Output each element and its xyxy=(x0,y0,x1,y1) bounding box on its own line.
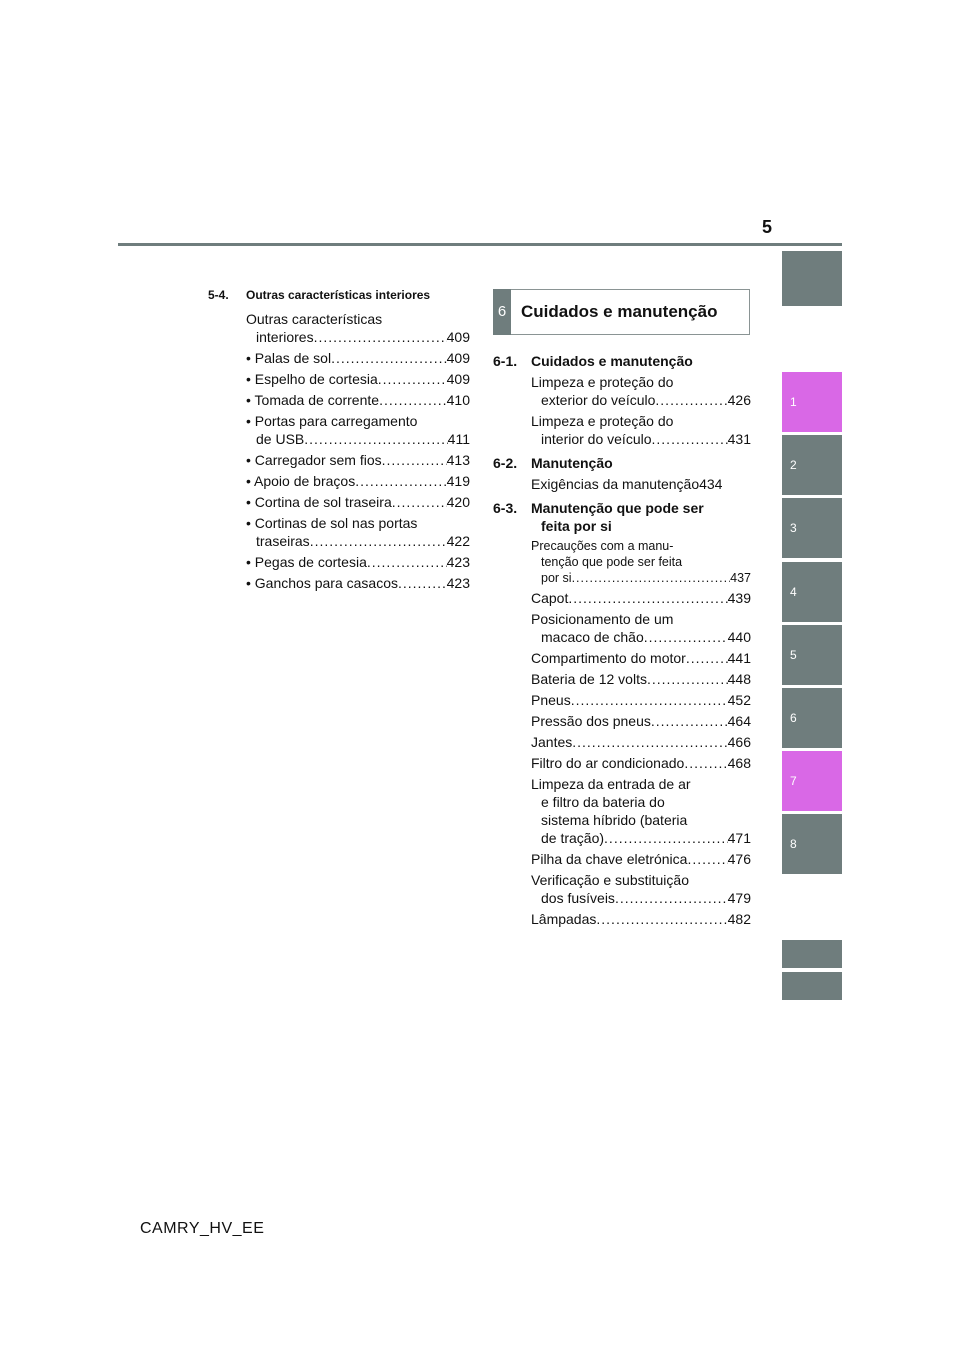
entry-text: tenção que pode ser feita xyxy=(541,555,683,569)
section-title-line: Manutenção que pode ser xyxy=(531,500,704,516)
section-number: 5-4. xyxy=(208,288,229,302)
entry-text: Capot xyxy=(531,590,569,606)
dot-leader xyxy=(392,493,447,511)
chapter-tab-label: 8 xyxy=(790,837,797,851)
dot-leader xyxy=(647,670,728,688)
footer-model-code: CAMRY_HV_EE xyxy=(140,1220,265,1237)
dot-leader xyxy=(314,328,447,346)
entry-text: • Espelho de cortesia xyxy=(246,371,378,387)
page-ref: 479 xyxy=(727,890,751,906)
dot-leader xyxy=(596,910,727,928)
chapter-tab-label: 3 xyxy=(790,521,797,535)
entry-text: Outras características xyxy=(246,311,383,327)
chapter-title: Cuidados e manutenção xyxy=(521,302,718,321)
page-ref: 471 xyxy=(727,830,751,846)
entry-text: interior do veículo xyxy=(541,431,652,447)
section-number: 6-1. xyxy=(493,353,518,369)
toc-entry[interactable] xyxy=(531,691,751,709)
entry-text: • Palas de sol xyxy=(246,350,332,366)
entry-text: Compartimento do motor xyxy=(531,650,686,666)
entry-text: Verificação e substituição xyxy=(531,872,689,888)
toc-entry[interactable] xyxy=(531,775,751,847)
entry-text: Jantes xyxy=(531,734,573,750)
toc-entry[interactable] xyxy=(531,412,751,448)
page-ref: 420 xyxy=(446,494,470,510)
entry-text: exterior do veículo xyxy=(541,392,656,408)
chapter-tab[interactable] xyxy=(782,251,842,306)
dot-leader xyxy=(382,451,447,469)
entry-text: Pressão dos pneus xyxy=(531,713,651,729)
entry-text: de tração) xyxy=(541,830,605,846)
page-ref: 423 xyxy=(446,554,470,570)
page-ref: 409 xyxy=(446,329,470,345)
section-title: Outras características interiores xyxy=(246,288,431,302)
toc-entry[interactable] xyxy=(246,349,470,367)
section-title xyxy=(531,352,693,370)
chapter-header xyxy=(493,289,750,335)
chapter-tab[interactable] xyxy=(782,435,842,495)
chapter-tab-label: 5 xyxy=(790,648,797,662)
page-ref: 409 xyxy=(446,350,470,366)
toc-entry[interactable] xyxy=(246,391,470,409)
dot-leader xyxy=(355,472,446,490)
chapter-tab[interactable] xyxy=(782,940,842,968)
entry-text: • Tomada de corrente xyxy=(246,392,380,408)
dot-leader xyxy=(571,691,728,709)
entry-text: • Apoio de braços xyxy=(246,473,356,489)
chapter-tab[interactable] xyxy=(782,814,842,874)
entry-text: por si xyxy=(541,571,572,585)
toc-entry[interactable] xyxy=(246,553,470,571)
section-title-line: Manutenção xyxy=(531,455,613,471)
chapter-tab-label: 4 xyxy=(790,585,797,599)
section-number: 6-3. xyxy=(493,500,518,516)
page-ref: 468 xyxy=(727,755,751,771)
page-ref: 439 xyxy=(727,590,751,606)
entry-text: Exigências da manutenção xyxy=(531,476,700,492)
toc-entry[interactable] xyxy=(246,412,470,448)
dot-leader xyxy=(644,628,728,646)
toc-entry[interactable] xyxy=(531,538,751,586)
section-title xyxy=(531,454,613,472)
dot-leader xyxy=(331,349,447,367)
chapter-tab[interactable] xyxy=(782,751,842,811)
page-ref: 422 xyxy=(446,533,470,549)
page-ref: 419 xyxy=(446,473,470,489)
entry-text: interiores xyxy=(256,329,314,345)
entry-text: e filtro da bateria do xyxy=(541,794,665,810)
chapter-tab[interactable] xyxy=(782,372,842,432)
page-ref: 437 xyxy=(730,571,751,585)
page-ref: 423 xyxy=(446,575,470,591)
page-ref: 409 xyxy=(446,371,470,387)
toc-entry[interactable] xyxy=(246,574,470,592)
toc-entry[interactable] xyxy=(531,850,751,868)
page-ref: 434 xyxy=(699,476,723,492)
toc-entry[interactable] xyxy=(246,370,470,388)
chapter-number: 6 xyxy=(493,289,511,335)
page-ref: 452 xyxy=(727,692,751,708)
dot-leader xyxy=(652,430,728,448)
entry-text: • Pegas de cortesia xyxy=(246,554,367,570)
page-ref: 411 xyxy=(447,431,470,447)
page-ref: 410 xyxy=(446,392,470,408)
toc-entry[interactable] xyxy=(531,475,751,493)
entry-text: • Cortinas de sol nas portas xyxy=(246,515,418,531)
dot-leader xyxy=(378,370,447,388)
toc-entry[interactable] xyxy=(246,310,470,346)
chapter-tab[interactable] xyxy=(782,562,842,622)
dot-leader xyxy=(379,391,447,409)
entry-text: traseiras xyxy=(256,533,310,549)
section-heading xyxy=(493,499,751,535)
toc-entry[interactable] xyxy=(246,514,470,550)
entry-text: Pneus xyxy=(531,692,571,708)
page-number: 5 xyxy=(761,217,772,237)
dot-leader xyxy=(367,553,447,571)
chapter-tab[interactable] xyxy=(782,688,842,748)
toc-entry[interactable] xyxy=(531,754,751,772)
dot-leader xyxy=(572,570,731,586)
dot-leader xyxy=(398,574,447,592)
dot-leader xyxy=(304,430,447,448)
section-number: 6-2. xyxy=(493,455,518,471)
entry-text: Pilha da chave eletrónica xyxy=(531,851,688,867)
section-heading xyxy=(208,286,470,304)
chapter-tab-label: 1 xyxy=(790,395,797,409)
page-ref: 426 xyxy=(727,392,751,408)
toc-entry[interactable] xyxy=(531,373,751,409)
page-ref: 413 xyxy=(446,452,470,468)
section-heading xyxy=(493,352,751,370)
chapter-tab-label: 2 xyxy=(790,458,797,472)
page-ref: 440 xyxy=(727,629,751,645)
toc-entry[interactable] xyxy=(531,871,751,907)
chapter-tab-label: 7 xyxy=(790,774,797,788)
chapter-tab-label: 6 xyxy=(790,711,797,725)
toc-entry[interactable] xyxy=(531,712,751,730)
left-column xyxy=(208,286,470,592)
dot-leader xyxy=(687,850,727,868)
entry-text: dos fusíveis xyxy=(541,890,615,906)
entry-text: de USB xyxy=(256,431,305,447)
toc-entry[interactable] xyxy=(246,451,470,469)
dot-leader xyxy=(655,391,727,409)
entry-text: Filtro do ar condicionado xyxy=(531,755,685,771)
dot-leader xyxy=(684,754,727,772)
entry-text: Posicionamento de um xyxy=(531,611,674,627)
entry-text: • Ganchos para casacos xyxy=(246,575,398,591)
page-ref: 448 xyxy=(727,671,751,687)
header-rule xyxy=(118,243,842,246)
entry-text: Lâmpadas xyxy=(531,911,597,927)
entry-text: Bateria de 12 volts xyxy=(531,671,647,687)
chapter-tab[interactable] xyxy=(782,498,842,558)
entry-text: • Portas para carregamento xyxy=(246,413,418,429)
entry-text: macaco de chão xyxy=(541,629,644,645)
entry-text: Precauções com a manu- xyxy=(531,539,674,553)
entry-text: Limpeza e proteção do xyxy=(531,374,674,390)
dot-leader xyxy=(604,829,728,847)
page-ref: 464 xyxy=(727,713,751,729)
dot-leader xyxy=(310,532,447,550)
toc-entry[interactable] xyxy=(246,472,470,490)
toc-entry[interactable] xyxy=(246,493,470,511)
entry-text: sistema híbrido (bateria xyxy=(541,812,688,828)
dot-leader xyxy=(686,649,728,667)
section-title xyxy=(531,499,704,535)
entry-text: Limpeza e proteção do xyxy=(531,413,674,429)
dot-leader xyxy=(568,589,727,607)
entry-text: • Cortina de sol traseira xyxy=(246,494,392,510)
right-column xyxy=(493,352,751,928)
page-ref: 476 xyxy=(727,851,751,867)
page-ref: 431 xyxy=(727,431,751,447)
toc-entry[interactable] xyxy=(531,649,751,667)
page-ref: 441 xyxy=(727,650,751,666)
page-ref: 466 xyxy=(727,734,751,750)
toc-entry[interactable] xyxy=(531,610,751,646)
section-title-line: feita por si xyxy=(541,518,612,534)
toc-entry[interactable] xyxy=(531,733,751,751)
dot-leader xyxy=(572,733,727,751)
toc-entry[interactable] xyxy=(531,589,751,607)
dot-leader xyxy=(651,712,728,730)
page-ref: 482 xyxy=(727,911,751,927)
entry-text: Limpeza da entrada de ar xyxy=(531,776,691,792)
toc-entry[interactable] xyxy=(531,910,751,928)
entry-text: • Carregador sem fios xyxy=(246,452,382,468)
section-title-line: Cuidados e manutenção xyxy=(531,353,693,369)
toc-entry[interactable] xyxy=(531,670,751,688)
chapter-tab[interactable] xyxy=(782,625,842,685)
section-heading xyxy=(493,454,751,472)
chapter-tab[interactable] xyxy=(782,972,842,1000)
dot-leader xyxy=(615,889,728,907)
